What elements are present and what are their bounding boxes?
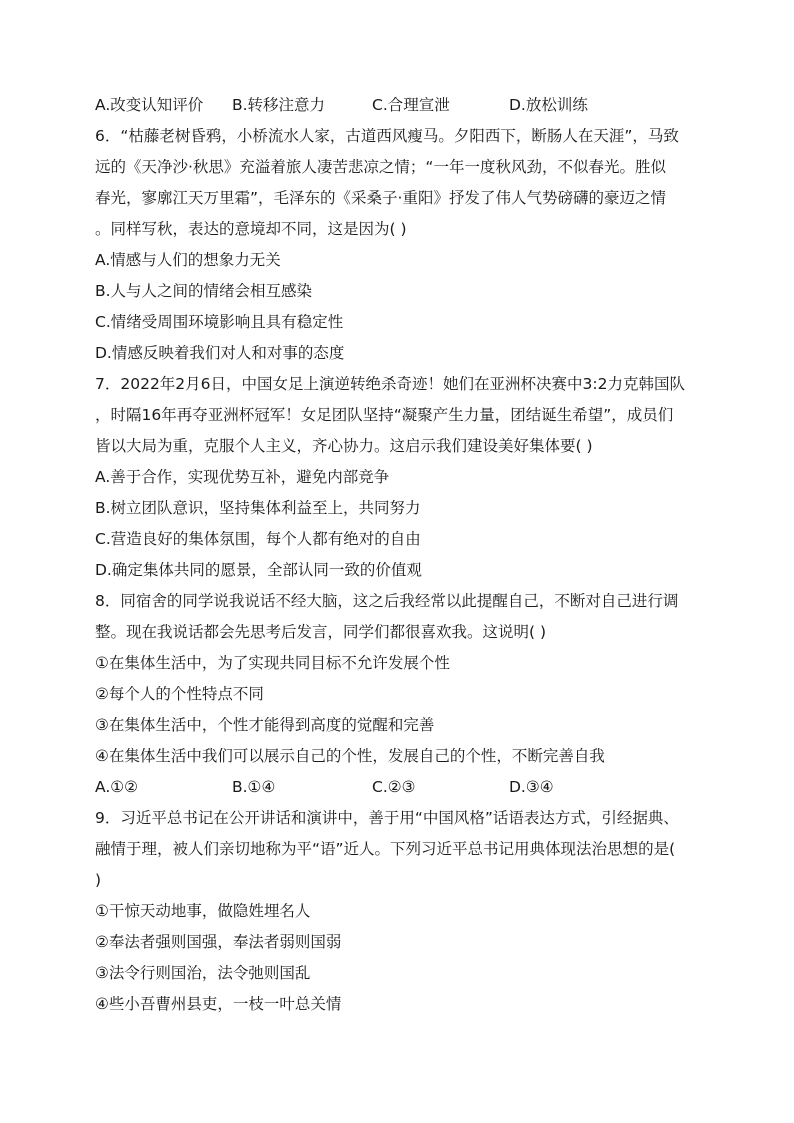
q8-option-b: B.①④: [232, 778, 276, 796]
q7-option-c: C.营造良好的集体氛围，每个人都有绝对的自由: [95, 530, 421, 548]
q8-item-2: ②每个人的个性特点不同: [95, 685, 264, 703]
q8-options-row: [95, 775, 705, 799]
q7-stem-line-3: 皆以大局为重，克服个人主义，齐心协力。这启示我们建设美好集体要( ): [95, 437, 593, 455]
q8-item-1: ①在集体生活中，为了实现共同目标不允许发展个性: [95, 654, 450, 672]
q6-stem-line-1: 6．“枯藤老树昏鸦，小桥流水人家，古道西风瘦马。夕阳西下，断肠人在天涯”，马致: [95, 127, 679, 145]
q7-option-d: D.确定集体共同的愿景，全部认同一致的价值观: [95, 561, 422, 579]
q6-option-a: A.情感与人们的想象力无关: [95, 251, 281, 269]
q9-stem-line-1: 9．习近平总书记在公开讲话和演讲中，善于用“中国风格”话语表达方式，引经据典、: [95, 809, 679, 827]
q5-option-d: D.放松训练: [509, 96, 588, 114]
q8-item-3: ③在集体生活中，个性才能得到高度的觉醒和完善: [95, 716, 435, 734]
q6-stem-line-4: 。同样写秋，表达的意境却不同，这是因为( ): [95, 220, 407, 238]
q6-option-d: D.情感反映着我们对人和对事的态度: [95, 344, 345, 362]
q8-option-d: D.③④: [509, 778, 554, 796]
q9-item-4: ④些小吾曹州县吏，一枝一叶总关情: [95, 995, 342, 1013]
q9-stem-line-3: ): [95, 871, 102, 889]
q8-option-a: A.①②: [95, 778, 139, 796]
q6-stem-line-3: 春光，寥廓江天万里霜”，毛泽东的《采桑子·重阳》抒发了伟人气势磅礴的豪迈之情: [95, 189, 666, 207]
q9-item-3: ③法令行则国治，法令弛则国乱: [95, 964, 311, 982]
q7-stem-line-2: ，时隔16年再夺亚洲杯冠军！女足团队坚持“凝聚产生力量，团结诞生希望”，成员们: [95, 406, 674, 424]
q5-option-c: C.合理宣泄: [372, 96, 450, 114]
q8-stem-line-2: 整。现在我说话都会先思考后发言，同学们都很喜欢我。这说明( ): [95, 623, 547, 641]
q8-item-4: ④在集体生活中我们可以展示自己的个性，发展自己的个性，不断完善自我: [95, 747, 605, 765]
q7-stem-line-1: 7．2022年2月6日，中国女足上演逆转绝杀奇迹！她们在亚洲杯决赛中3:2力克韩国队: [95, 375, 685, 393]
q5-option-b: B.转移注意力: [232, 96, 326, 114]
q5-option-a: A.改变认知评价: [95, 96, 204, 114]
q8-stem-line-1: 8．同宿舍的同学说我说话不经大脑，这之后我经常以此提醒自己，不断对自己进行调: [95, 592, 679, 610]
q8-option-c: C.②③: [372, 778, 416, 796]
q6-option-c: C.情绪受周围环境影响且具有稳定性: [95, 313, 344, 331]
q5-options-row: [95, 93, 705, 117]
q9-stem-line-2: 融情于理，被人们亲切地称为平“语”近人。下列习近平总书记用典体现法治思想的是(: [95, 840, 676, 858]
q6-option-b: B.人与人之间的情绪会相互感染: [95, 282, 313, 300]
q7-option-b: B.树立团队意识，坚持集体利益至上，共同努力: [95, 499, 421, 517]
q7-option-a: A.善于合作，实现优势互补，避免内部竞争: [95, 468, 390, 486]
q9-item-2: ②奉法者强则国强，奉法者弱则国弱: [95, 933, 342, 951]
q6-stem-line-2: 远的《天净沙·秋思》充溢着旅人凄苦悲凉之情；“一年一度秋风劲，不似春光。胜似: [95, 158, 666, 176]
q9-item-1: ①干惊天动地事，做隐姓埋名人: [95, 902, 311, 920]
